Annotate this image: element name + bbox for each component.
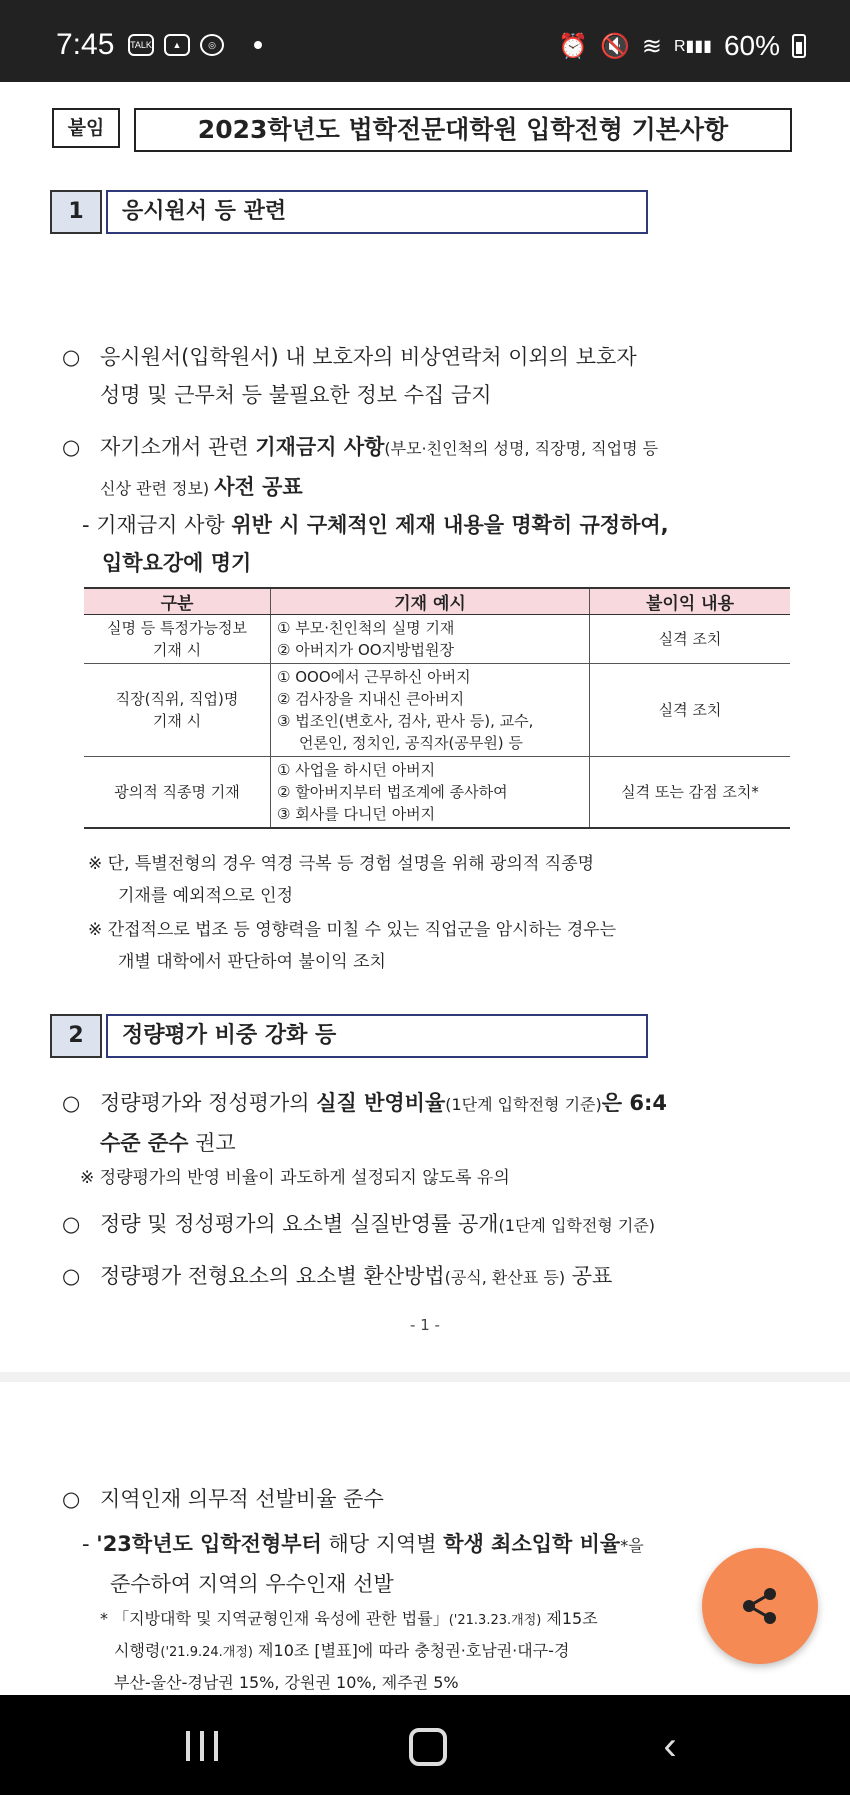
row-category: 직장(직위, 직업)명 기재 시: [84, 664, 271, 757]
table-row: [84, 664, 790, 757]
section-1-title: 응시원서 등 관련: [106, 190, 648, 234]
row-examples: ① 부모·친인척의 실명 기재 ② 아버지가 OO지방법원장: [271, 615, 590, 664]
section-1-bullet-2: ○ 자기소개서 관련 기재금지 사항(부모·친인척의 성명, 직장명, 직업명 등 신상 관련 정보) 사전 공표: [62, 428, 658, 508]
section-1-note-1: ※ 단, 특별전형의 경우 역경 극복 등 경험 설명을 위해 광의적 직종명 기재를 예외적으로 인정: [88, 854, 595, 906]
col-header-category: 구분: [84, 588, 271, 615]
clock: 7:45: [56, 28, 115, 61]
mute-icon: 🔇: [599, 32, 630, 60]
system-icons: [558, 30, 806, 62]
globe-icon: ◎: [200, 34, 224, 56]
back-button[interactable]: [640, 1723, 700, 1767]
document-title: 2023학년도 법학전문대학원 입학전형 기본사항: [134, 108, 792, 152]
row-category: 광의적 직종명 기재: [84, 757, 271, 829]
section-2-title: 정량평가 비중 강화 등: [106, 1014, 648, 1058]
section-1-number: 1: [50, 190, 102, 234]
section-2-bullet-2: ○ 정량 및 정성평가의 요소별 실질반영률 공개(1단계 입학전형 기준): [62, 1205, 655, 1245]
recent-apps-button[interactable]: [172, 1723, 232, 1767]
row-penalty: 실격 조치: [590, 615, 791, 664]
section-2-bullet-3: ○ 정량평가 전형요소의 요소별 환산방법(공식, 환산표 등) 공표: [62, 1257, 612, 1297]
navigation-bar: [0, 1695, 850, 1795]
circle-bullet-icon: ○: [62, 345, 81, 369]
battery-icon: [792, 34, 806, 58]
col-header-penalty: 불이익 내용: [590, 588, 791, 615]
circle-bullet-icon: ○: [62, 1091, 81, 1115]
table-row: [84, 757, 790, 829]
row-examples: ① OOO에서 근무하신 아버지 ② 검사장을 지내신 큰아버지 ③ 법조인(변호사, 검사, 판사 등), 교수, 언론인, 정치인, 공직자(공무원) 등: [271, 664, 590, 757]
table-row: [84, 615, 790, 664]
signal-icon: R▮▮▮: [673, 38, 712, 55]
section-1-bullet-1: ○ 응시원서(입학원서) 내 보호자의 비상연락처 이외의 보호자 성명 및 근무처 등 불필요한 정보 수집 금지: [62, 338, 637, 414]
circle-bullet-icon: ○: [62, 435, 81, 459]
back-icon: ‹: [663, 1724, 677, 1768]
circle-bullet-icon: ○: [62, 1212, 81, 1236]
page-gap: [0, 1372, 850, 1382]
row-penalty: 실격 조치: [590, 664, 791, 757]
more-notifications-icon: [254, 41, 262, 49]
page-2-bullet-1: ○ 지역인재 의무적 선발비율 준수: [62, 1480, 384, 1518]
prohibited-items-table: [84, 587, 790, 829]
page-2-footnote: * 「지방대학 및 지역균형인재 육성에 관한 법률」('21.3.23.개정) 제15조 시행령('21.9.24.개정) 제10조 [별표]에 따라 충청권·호남권·대구-경 부산-울산-경남권 15%, 강원권 10%, 제주권 5%: [100, 1609, 598, 1692]
talk-icon: TALK: [128, 34, 154, 56]
recent-apps-icon: [186, 1731, 190, 1761]
section-2-note: ※ 정량평가의 반영 비율이 과도하게 설정되지 않도록 유의: [80, 1168, 510, 1188]
circle-bullet-icon: ○: [62, 1487, 81, 1511]
home-icon: [409, 1728, 447, 1766]
share-icon: [740, 1586, 780, 1626]
image-icon: ▲: [164, 34, 190, 56]
section-1-dash-item: - 기재금지 사항 위반 시 구체적인 제재 내용을 명확히 규정하여, 입학요강에 명기: [82, 513, 669, 575]
share-button[interactable]: [702, 1548, 818, 1664]
circle-bullet-icon: ○: [62, 1264, 81, 1288]
row-examples: ① 사업을 하시던 아버지 ② 할아버지부터 법조계에 종사하여 ③ 회사를 다니던 아버지: [271, 757, 590, 829]
page-number: - 1 -: [410, 1316, 440, 1334]
section-2-number: 2: [50, 1014, 102, 1058]
row-penalty: 실격 또는 감점 조치*: [590, 757, 791, 829]
section-1-note-2: ※ 간접적으로 법조 등 영향력을 미칠 수 있는 직업군을 암시하는 경우는 개별 대학에서 판단하여 불이익 조치: [88, 920, 617, 972]
recent-apps-icon-bar: [200, 1731, 204, 1761]
attachment-tag: 붙임: [52, 108, 120, 148]
battery-percent: 60%: [723, 30, 780, 61]
row-category: 실명 등 특정가능정보 기재 시: [84, 615, 271, 664]
status-bar: [0, 0, 850, 82]
section-2-bullet-1: ○ 정량평가와 정성평가의 실질 반영비율(1단계 입학전형 기준)은 6:4 수준 준수 권고: [62, 1084, 667, 1162]
table-header-row: [84, 588, 790, 615]
home-button[interactable]: [398, 1723, 458, 1767]
alarm-icon: ⏰: [558, 32, 588, 60]
col-header-examples: 기재 예시: [271, 588, 590, 615]
wifi-icon: ≋: [641, 32, 662, 60]
notification-icons: [128, 34, 262, 56]
recent-apps-icon-bar: [214, 1731, 218, 1761]
page-2-dash-item: - '23학년도 입학전형부터 해당 지역별 학생 최소입학 비율*을 준수하여 지역의 우수인재 선발: [82, 1532, 644, 1596]
